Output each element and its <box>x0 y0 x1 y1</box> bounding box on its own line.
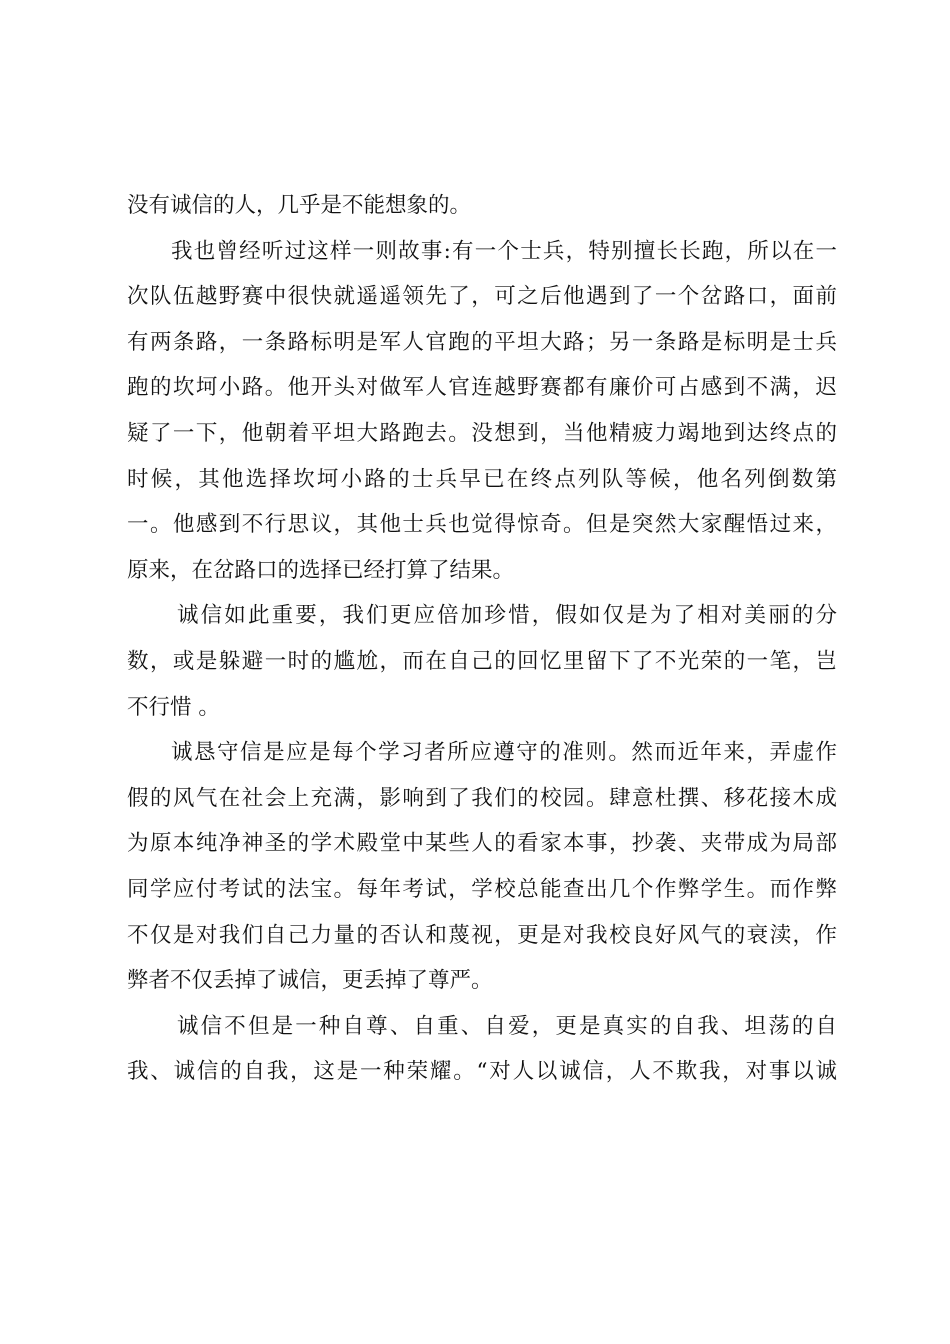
text-line: 原来，在岔路口的选择已经打算了结果。 <box>127 557 515 583</box>
text-line: 疑了一下，他朝着平坦大路跑去。没想到，当他精疲力竭地到达终点的 <box>127 420 837 446</box>
text-line: 弊者不仅丢掉了诚信，更丢掉了尊严。 <box>127 968 493 994</box>
text-line: 为原本纯净神圣的学术殿堂中某些人的看家本事，抄袭、夹带成为局部 <box>127 831 837 857</box>
text-line: 同学应付考试的法宝。每年考试，学校总能查出几个作弊学生。而作弊 <box>127 876 837 902</box>
text-line: 诚信如此重要，我们更应倍加珍惜，假如仅是为了相对美丽的分 <box>177 603 837 629</box>
text-line: 假的风气在社会上充满，影响到了我们的校园。肆意杜撰、移花接木成 <box>127 785 837 811</box>
text-line: 一。他感到不行思议，其他士兵也觉得惊奇。但是突然大家醒悟过来， <box>127 512 837 538</box>
text-line: 数，或是躲避一时的尴尬，而在自己的回忆里留下了不光荣的一笔，岂 <box>127 648 837 674</box>
text-line: 不仅是对我们自己力量的否认和蔑视，更是对我校良好风气的衰渎，作 <box>127 922 837 948</box>
paragraph-4 <box>127 730 837 1004</box>
paragraph-2 <box>127 229 837 594</box>
text-line: 不行惜 。 <box>127 694 220 720</box>
text-line: 诚信不但是一种自尊、自重、自爱，更是真实的自我、坦荡的自 <box>177 1013 837 1039</box>
paragraph-1 <box>127 183 837 229</box>
text-line: 诚恳守信是应是每个学习者所应遵守的准则。然而近年来，弄虚作 <box>171 740 837 766</box>
text-line: 我、诚信的自我，这是一种荣耀。“对人以诚信，人不欺我，对事以诚 <box>127 1059 837 1085</box>
document-page <box>127 183 837 1095</box>
text-line: 有两条路，一条路标明是军人官跑的平坦大路；另一条路是标明是士兵 <box>127 329 837 355</box>
text-line: 跑的坎坷小路。他开头对做军人官连越野赛都有廉价可占感到不满，迟 <box>127 375 837 401</box>
text-line: 没有诚信的人，几乎是不能想象的。 <box>127 193 472 218</box>
text-line: 时候，其他选择坎坷小路的士兵早已在终点列队等候，他名列倒数第 <box>127 466 837 492</box>
text-line: 我也曾经听过这样一则故事:有一个士兵，特别擅长长跑，所以在一 <box>171 238 837 264</box>
paragraph-5 <box>127 1004 837 1095</box>
text-line: 次队伍越野赛中很快就遥遥领先了，可之后他遇到了一个岔路口，面前 <box>127 284 837 310</box>
paragraph-3 <box>127 593 837 730</box>
